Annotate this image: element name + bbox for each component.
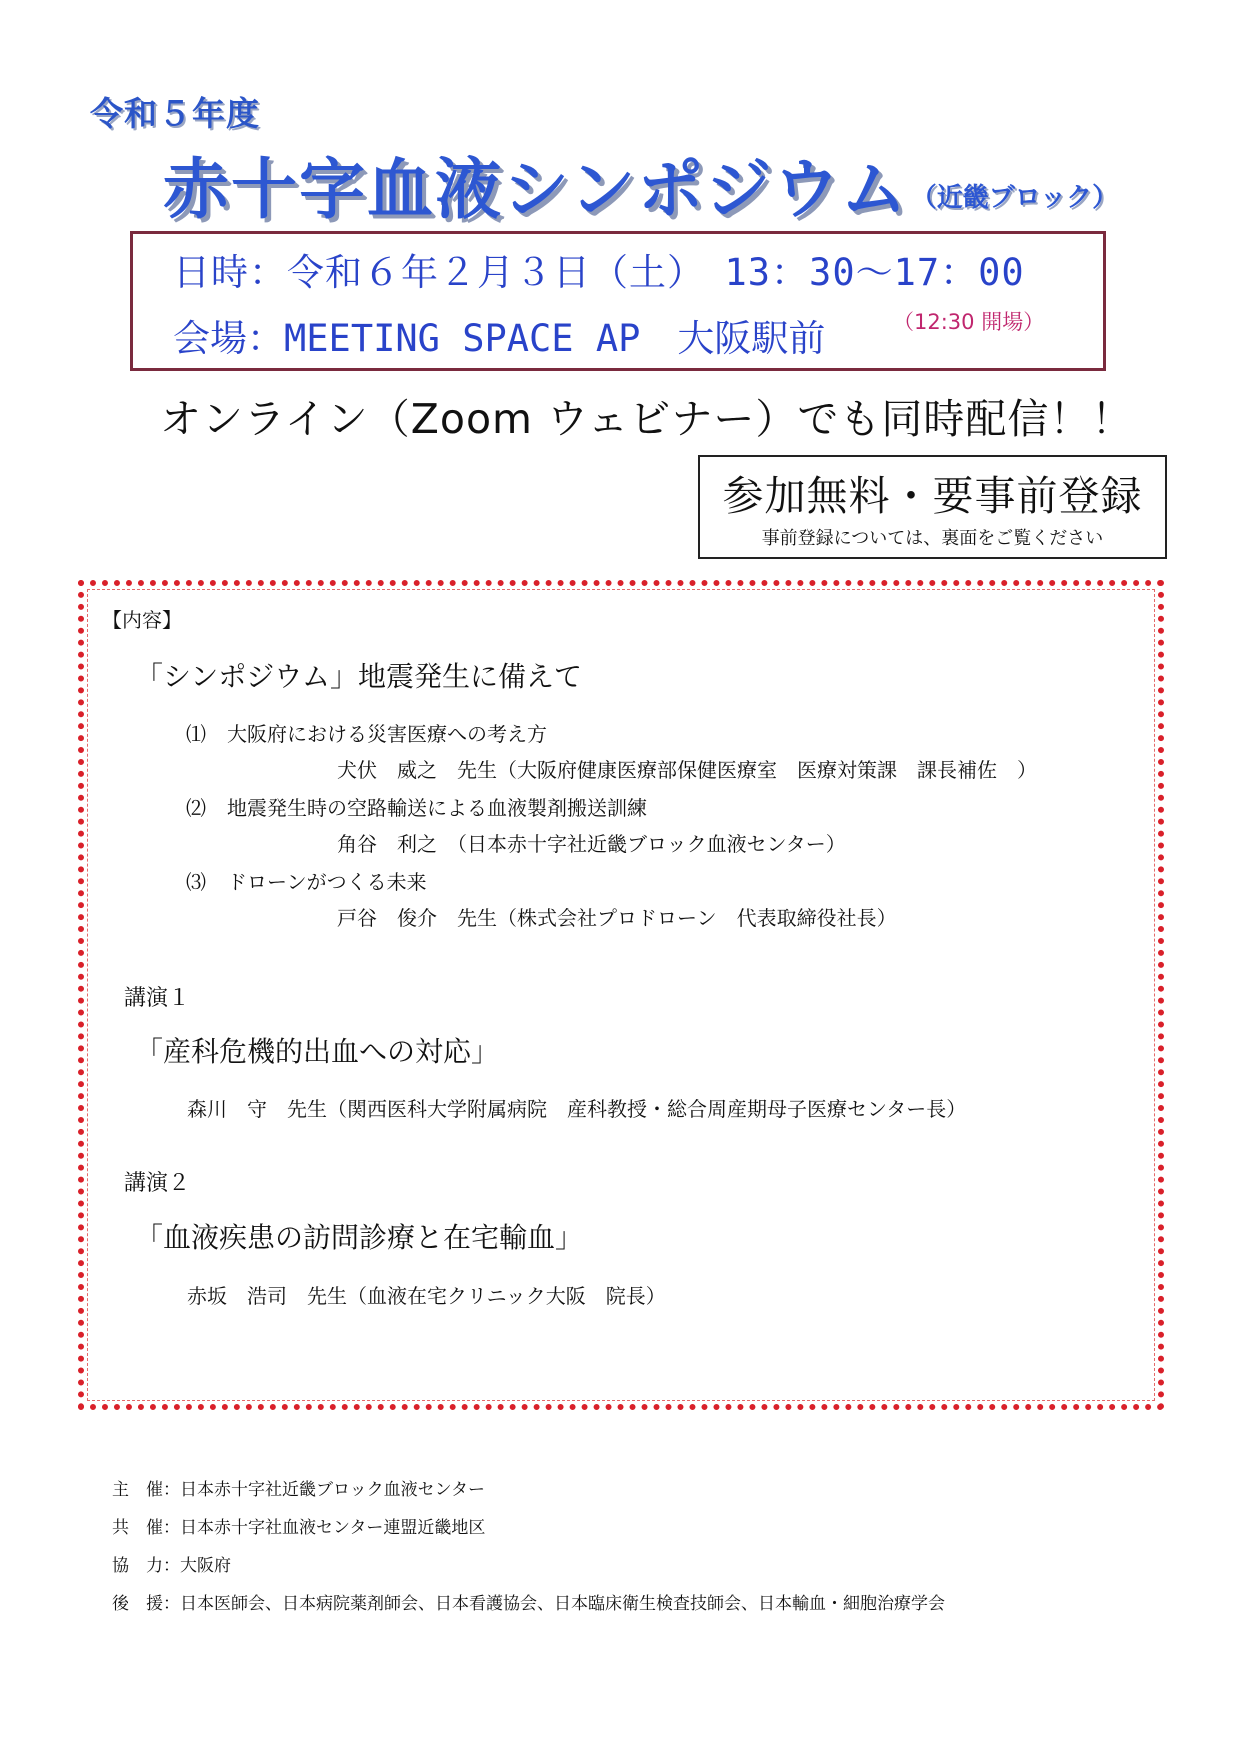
- lecture-title: 「血液疾患の訪問診療と在宅輸血」: [135, 1221, 584, 1254]
- supporters: 後 援：日本医師会、日本病院薬剤師会、日本看護協会、日本臨床衛生検査技師会、日本輸血・細胞治療学会: [112, 1594, 945, 1614]
- registration-title: 参加無料・要事前登録: [722, 472, 1143, 520]
- lecture-label: 講演２: [124, 1171, 191, 1196]
- organizer: 主 催：日本赤十字社近畿ブロック血液センター: [112, 1480, 485, 1500]
- lecture-speaker: 森川 守 先生（関西医科大学附属病院 産科教授・総合周産期母子医療センター長）: [187, 1097, 967, 1121]
- lecture-speaker: 赤坂 浩司 先生（血液在宅クリニック大阪 院長）: [187, 1284, 666, 1308]
- event-venue: 会場：MEETING SPACE AP 大阪駅前: [173, 317, 826, 360]
- lecture-title: 「産科危機的出血への対応」: [135, 1035, 500, 1068]
- event-date: 日時：令和６年２月３日（土） 13：30～17：00: [173, 251, 1025, 294]
- lecture-label: 講演１: [124, 986, 191, 1011]
- registration-note: 事前登録については、裏面をご覧ください: [761, 528, 1104, 549]
- symposium-item-number: ⑵: [186, 796, 206, 820]
- symposium-item-topic: ドローンがつくる未来: [227, 870, 427, 894]
- symposium-item-speaker: 犬伏 威之 先生（大阪府健康医療部保健医療室 医療対策課 課長補佐 ）: [337, 758, 1037, 782]
- registration-box: [698, 455, 1167, 559]
- event-block-label: （近畿ブロック）: [910, 183, 1119, 213]
- symposium-item-topic: 大阪府における災害医療への考え方: [227, 722, 547, 746]
- content-section-label: 【内容】: [102, 608, 182, 632]
- year-label: 令和５年度: [90, 94, 260, 133]
- cooperation: 協 力：大阪府: [112, 1556, 231, 1576]
- date-venue-box: [130, 231, 1106, 371]
- symposium-item-speaker: 角谷 利之 （日本赤十字社近畿ブロック血液センター）: [337, 832, 846, 856]
- symposium-item-speaker: 戸谷 俊介 先生（株式会社プロドローン 代表取締役社長）: [337, 906, 897, 930]
- event-title: [163, 136, 1118, 231]
- symposium-title: 「シンポジウム」地震発生に備えて: [135, 660, 583, 693]
- doors-open-time: （12:30 開場）: [893, 310, 1045, 334]
- online-notice: オンライン（Zoom ウェビナー）でも同時配信！！: [160, 395, 1134, 443]
- co-organizer: 共 催：日本赤十字社血液センター連盟近畿地区: [112, 1518, 486, 1538]
- symposium-item-number: ⑶: [186, 870, 206, 894]
- symposium-item-topic: 地震発生時の空路輸送による血液製剤搬送訓練: [227, 796, 647, 820]
- symposium-item-number: ⑴: [186, 722, 206, 746]
- event-title-text: 赤十字血液シンポジウム: [163, 151, 909, 228]
